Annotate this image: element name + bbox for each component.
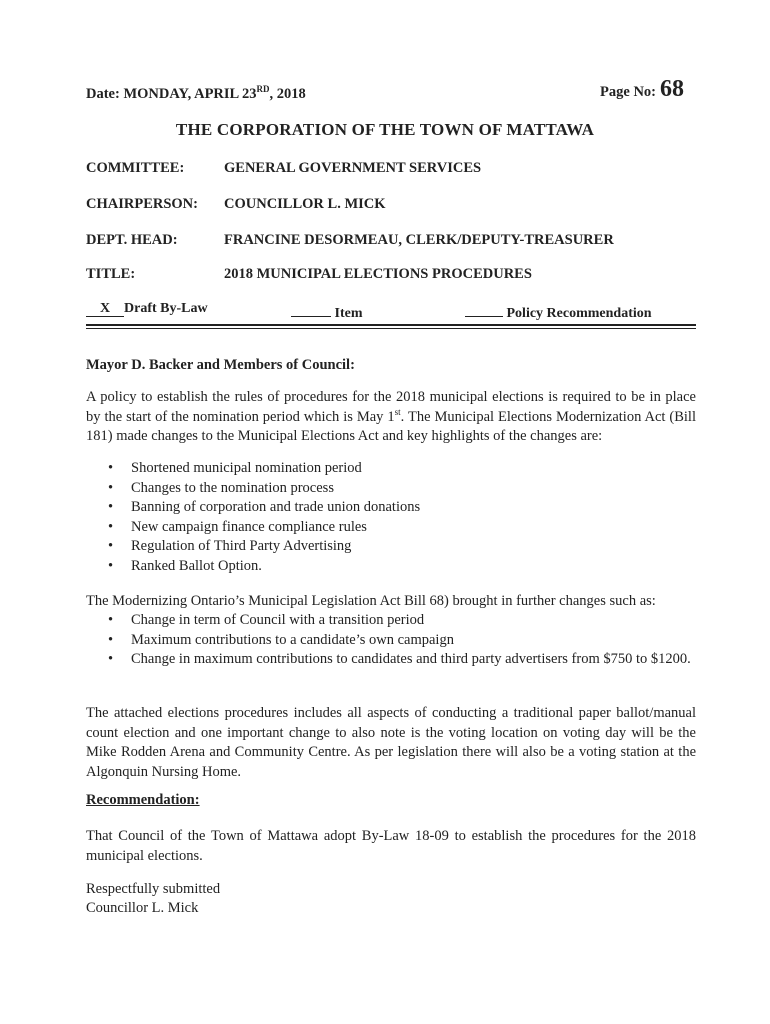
title-value: 2018 MUNICIPAL ELECTIONS PROCEDURES: [224, 266, 532, 282]
title-label: TITLE:: [86, 266, 136, 282]
highlights-list: [86, 459, 696, 577]
intro-text-b: . The Municipal Elections Modernization Act (Bill 181) made changes to the Municipal Elections Act and key highlights of the changes are:: [86, 408, 696, 445]
paragraph-intro: [86, 388, 696, 447]
dept-head-value: FRANCINE DESORMEAU, CLERK/DEPUTY-TREASURER: [224, 232, 614, 248]
chairperson-value: COUNCILLOR L. MICK: [224, 196, 386, 212]
document-title: THE CORPORATION OF THE TOWN OF MATTAWA: [175, 120, 595, 139]
committee-row: [86, 160, 481, 177]
list-item: • Maximum contributions to a candidate’s own campaign: [86, 631, 696, 651]
recommendation-text: That Council of the Town of Mattawa adopt By-Law 18-09 to establish the procedures for the 2018 municipal elections.: [86, 828, 696, 864]
committee-value: GENERAL GOVERNMENT SERVICES: [224, 160, 482, 176]
option-item: [291, 301, 363, 322]
dept-head-label: DEPT. HEAD:: [86, 232, 178, 248]
page-number-value: 68: [660, 76, 684, 102]
committee-label: COMMITTEE:: [86, 160, 185, 176]
list-item: • Regulation of Third Party Advertising: [86, 537, 696, 557]
list-item: • New campaign finance compliance rules: [86, 518, 696, 538]
intro-text-a: A policy to establish the rules of procedures for the 2018 municipal elections is required to be in place by the start of the nomination period which is May 1: [86, 389, 696, 425]
list-item: • Shortened municipal nomination period: [86, 459, 696, 479]
divider-rule: [86, 324, 696, 329]
paragraph-procedures: The attached elections procedures includes all aspects of conducting a traditional paper ballot/manual count election and one important change to also note is the voting location on voting day will be the Mike Rodden Arena and Community Centre. As per legislation there will also be a voting station at the Algonquin Nursing Home.: [86, 705, 696, 780]
date-year: , 2018: [269, 85, 306, 102]
item-label: Item: [334, 306, 363, 321]
page-number: [600, 76, 684, 103]
dept-head-row: [86, 232, 614, 249]
page-number-label: Page No:: [600, 84, 656, 100]
item-blank: [291, 301, 331, 317]
option-policy: [465, 301, 652, 322]
date-value: MONDAY, APRIL 23: [123, 85, 257, 102]
recommendation-heading: Recommendation:: [86, 792, 200, 808]
salutation: Mayor D. Backer and Members of Council:: [86, 357, 355, 373]
title-row: [86, 266, 532, 283]
paragraph-bill68: The Modernizing Ontario’s Municipal Legislation Act Bill 68) brought in further changes such as:: [86, 593, 656, 609]
chairperson-label: CHAIRPERSON:: [86, 196, 198, 212]
date-label: Date:: [86, 85, 120, 102]
list-item: • Change in term of Council with a transition period: [86, 611, 696, 631]
chairperson-row: [86, 196, 386, 213]
policy-blank: [465, 301, 503, 317]
draft-label: Draft By-Law: [124, 301, 208, 316]
intro-sup: st: [394, 406, 401, 417]
date-suffix: RD: [256, 84, 270, 94]
list-item: • Change in maximum contributions to candidates and third party advertisers from $750 to $1200.: [86, 650, 696, 670]
option-draft-bylaw: [86, 301, 208, 317]
signoff-line-2: Councillor L. Mick: [86, 900, 199, 916]
meeting-date: [86, 84, 306, 103]
list-item: • Banning of corporation and trade union donations: [86, 498, 696, 518]
bill68-changes-list: [86, 611, 696, 670]
signoff-line-1: Respectfully submitted: [86, 881, 221, 897]
draft-mark: X: [86, 301, 124, 317]
list-item: • Ranked Ballot Option.: [86, 557, 696, 577]
policy-label: Policy Recommendation: [506, 306, 652, 321]
list-item: • Changes to the nomination process: [86, 479, 696, 499]
